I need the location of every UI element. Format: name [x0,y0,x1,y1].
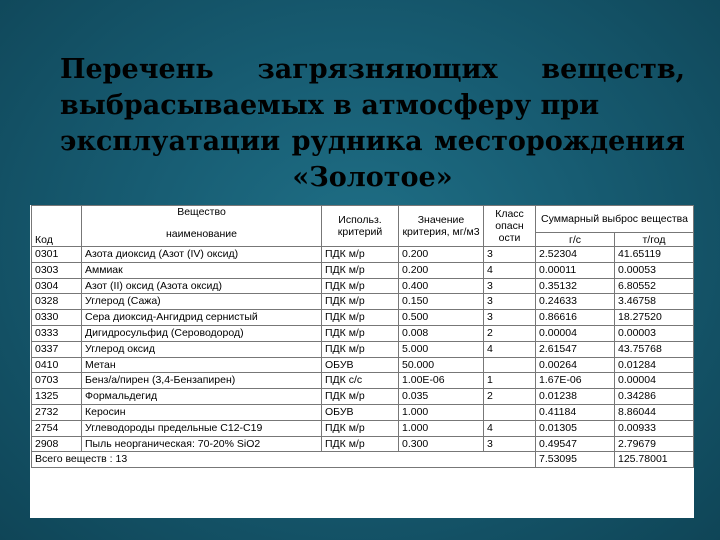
table-row [32,310,694,326]
total-tyear: 125.78001 [615,452,694,468]
table-row [32,404,694,420]
total-gs: 7.53095 [536,452,615,468]
slide-title [60,52,685,196]
cell-code: 1325 [32,389,82,405]
table-row [32,325,694,341]
emissions-table-container [30,205,694,518]
cell-class: 3 [484,278,536,294]
cell-value: 1.000 [399,420,484,436]
cell-code: 0301 [32,247,82,263]
cell-class [484,404,536,420]
cell-gs: 0.00004 [536,325,615,341]
cell-criterion: ПДК м/р [322,310,399,326]
header-substance-bottom: наименование [165,228,237,240]
header-substance [82,206,322,247]
cell-tyear: 3.46758 [615,294,694,310]
cell-criterion: ОБУВ [322,404,399,420]
table-row [32,420,694,436]
cell-value: 0.200 [399,247,484,263]
cell-value: 0.300 [399,436,484,452]
cell-tyear: 8.86044 [615,404,694,420]
table-body [32,247,694,468]
cell-code: 2732 [32,404,82,420]
cell-code: 2908 [32,436,82,452]
cell-substance: Сера диоксид-Ангидрид сернистый [82,310,322,326]
cell-value: 1.000 [399,404,484,420]
cell-gs: 2.52304 [536,247,615,263]
cell-code: 0410 [32,357,82,373]
header-gs: г/с [536,233,615,247]
cell-value: 0.035 [399,389,484,405]
cell-gs: 0.00011 [536,262,615,278]
cell-substance: Аммиак [82,262,322,278]
cell-class: 4 [484,262,536,278]
cell-substance: Формальдегид [82,389,322,405]
cell-class: 2 [484,389,536,405]
header-tyear: т/год [615,233,694,247]
cell-class [484,357,536,373]
cell-code: 0337 [32,341,82,357]
table-row [32,262,694,278]
cell-code: 0304 [32,278,82,294]
cell-value: 0.400 [399,278,484,294]
cell-criterion: ПДК м/р [322,420,399,436]
cell-value: 0.200 [399,262,484,278]
cell-tyear: 2.79679 [615,436,694,452]
cell-gs: 0.41184 [536,404,615,420]
header-value: Значение критерия, мг/м3 [399,206,484,247]
cell-substance: Дигидросульфид (Сероводород) [82,325,322,341]
cell-class: 3 [484,294,536,310]
cell-substance: Керосин [82,404,322,420]
table-row [32,341,694,357]
cell-code: 2754 [32,420,82,436]
cell-tyear: 43.75768 [615,341,694,357]
cell-gs: 0.24633 [536,294,615,310]
cell-code: 0303 [32,262,82,278]
cell-code: 0333 [32,325,82,341]
cell-gs: 0.00264 [536,357,615,373]
cell-tyear: 18.27520 [615,310,694,326]
table-row [32,436,694,452]
total-label: Всего веществ : 13 [32,452,536,468]
cell-substance: Азот (II) оксид (Азота оксид) [82,278,322,294]
cell-criterion: ПДК с/с [322,373,399,389]
cell-substance: Бенз/а/пирен (3,4-Бензапирен) [82,373,322,389]
cell-criterion: ОБУВ [322,357,399,373]
cell-gs: 0.35132 [536,278,615,294]
cell-substance: Углерод (Сажа) [82,294,322,310]
title-line-1: Перечень загрязняющих веществ, [60,54,685,85]
table-row [32,247,694,263]
cell-code: 0330 [32,310,82,326]
header-substance-top: Вещество [177,206,226,218]
table-row [32,278,694,294]
cell-criterion: ПДК м/р [322,294,399,310]
table-row [32,373,694,389]
table-row [32,389,694,405]
cell-class: 3 [484,436,536,452]
cell-gs: 0.01238 [536,389,615,405]
cell-criterion: ПДК м/р [322,341,399,357]
cell-tyear: 0.00933 [615,420,694,436]
cell-class: 1 [484,373,536,389]
title-line-3: эксплуатации рудника месторождения [60,126,685,157]
cell-criterion: ПДК м/р [322,436,399,452]
cell-class: 3 [484,247,536,263]
cell-tyear: 0.34286 [615,389,694,405]
cell-gs: 2.61547 [536,341,615,357]
cell-value: 0.008 [399,325,484,341]
cell-gs: 0.01305 [536,420,615,436]
cell-gs: 1.67Е-06 [536,373,615,389]
cell-substance: Азота диоксид (Азот (IV) оксид) [82,247,322,263]
cell-substance: Метан [82,357,322,373]
cell-criterion: ПДК м/р [322,247,399,263]
cell-value: 50.000 [399,357,484,373]
emissions-table [31,205,694,468]
cell-substance: Углерод оксид [82,341,322,357]
cell-tyear: 0.00003 [615,325,694,341]
cell-class: 3 [484,310,536,326]
cell-value: 1.00Е-06 [399,373,484,389]
cell-code: 0703 [32,373,82,389]
cell-substance: Пыль неорганическая: 70-20% SiO2 [82,436,322,452]
header-criterion: Использ. критерий [322,206,399,247]
cell-criterion: ПДК м/р [322,389,399,405]
cell-substance: Углеводороды предельные С12-С19 [82,420,322,436]
cell-tyear: 0.01284 [615,357,694,373]
table-row [32,357,694,373]
cell-criterion: ПДК м/р [322,278,399,294]
cell-code: 0328 [32,294,82,310]
cell-value: 5.000 [399,341,484,357]
title-line-2: выбрасываемых в атмосферу при [60,90,600,121]
cell-tyear: 41.65119 [615,247,694,263]
table-total-row [32,452,694,468]
cell-value: 0.500 [399,310,484,326]
cell-gs: 0.49547 [536,436,615,452]
cell-criterion: ПДК м/р [322,325,399,341]
cell-class: 2 [484,325,536,341]
header-class: Класс опасн ости [484,206,536,247]
cell-criterion: ПДК м/р [322,262,399,278]
header-code: Код [32,206,82,247]
cell-value: 0.150 [399,294,484,310]
cell-tyear: 0.00004 [615,373,694,389]
cell-tyear: 6.80552 [615,278,694,294]
cell-class: 4 [484,420,536,436]
header-total: Суммарный выброс вещества [536,206,694,233]
cell-gs: 0.86616 [536,310,615,326]
cell-class: 4 [484,341,536,357]
table-row [32,294,694,310]
title-line-4: «Золотое» [292,162,453,193]
cell-tyear: 0.00053 [615,262,694,278]
